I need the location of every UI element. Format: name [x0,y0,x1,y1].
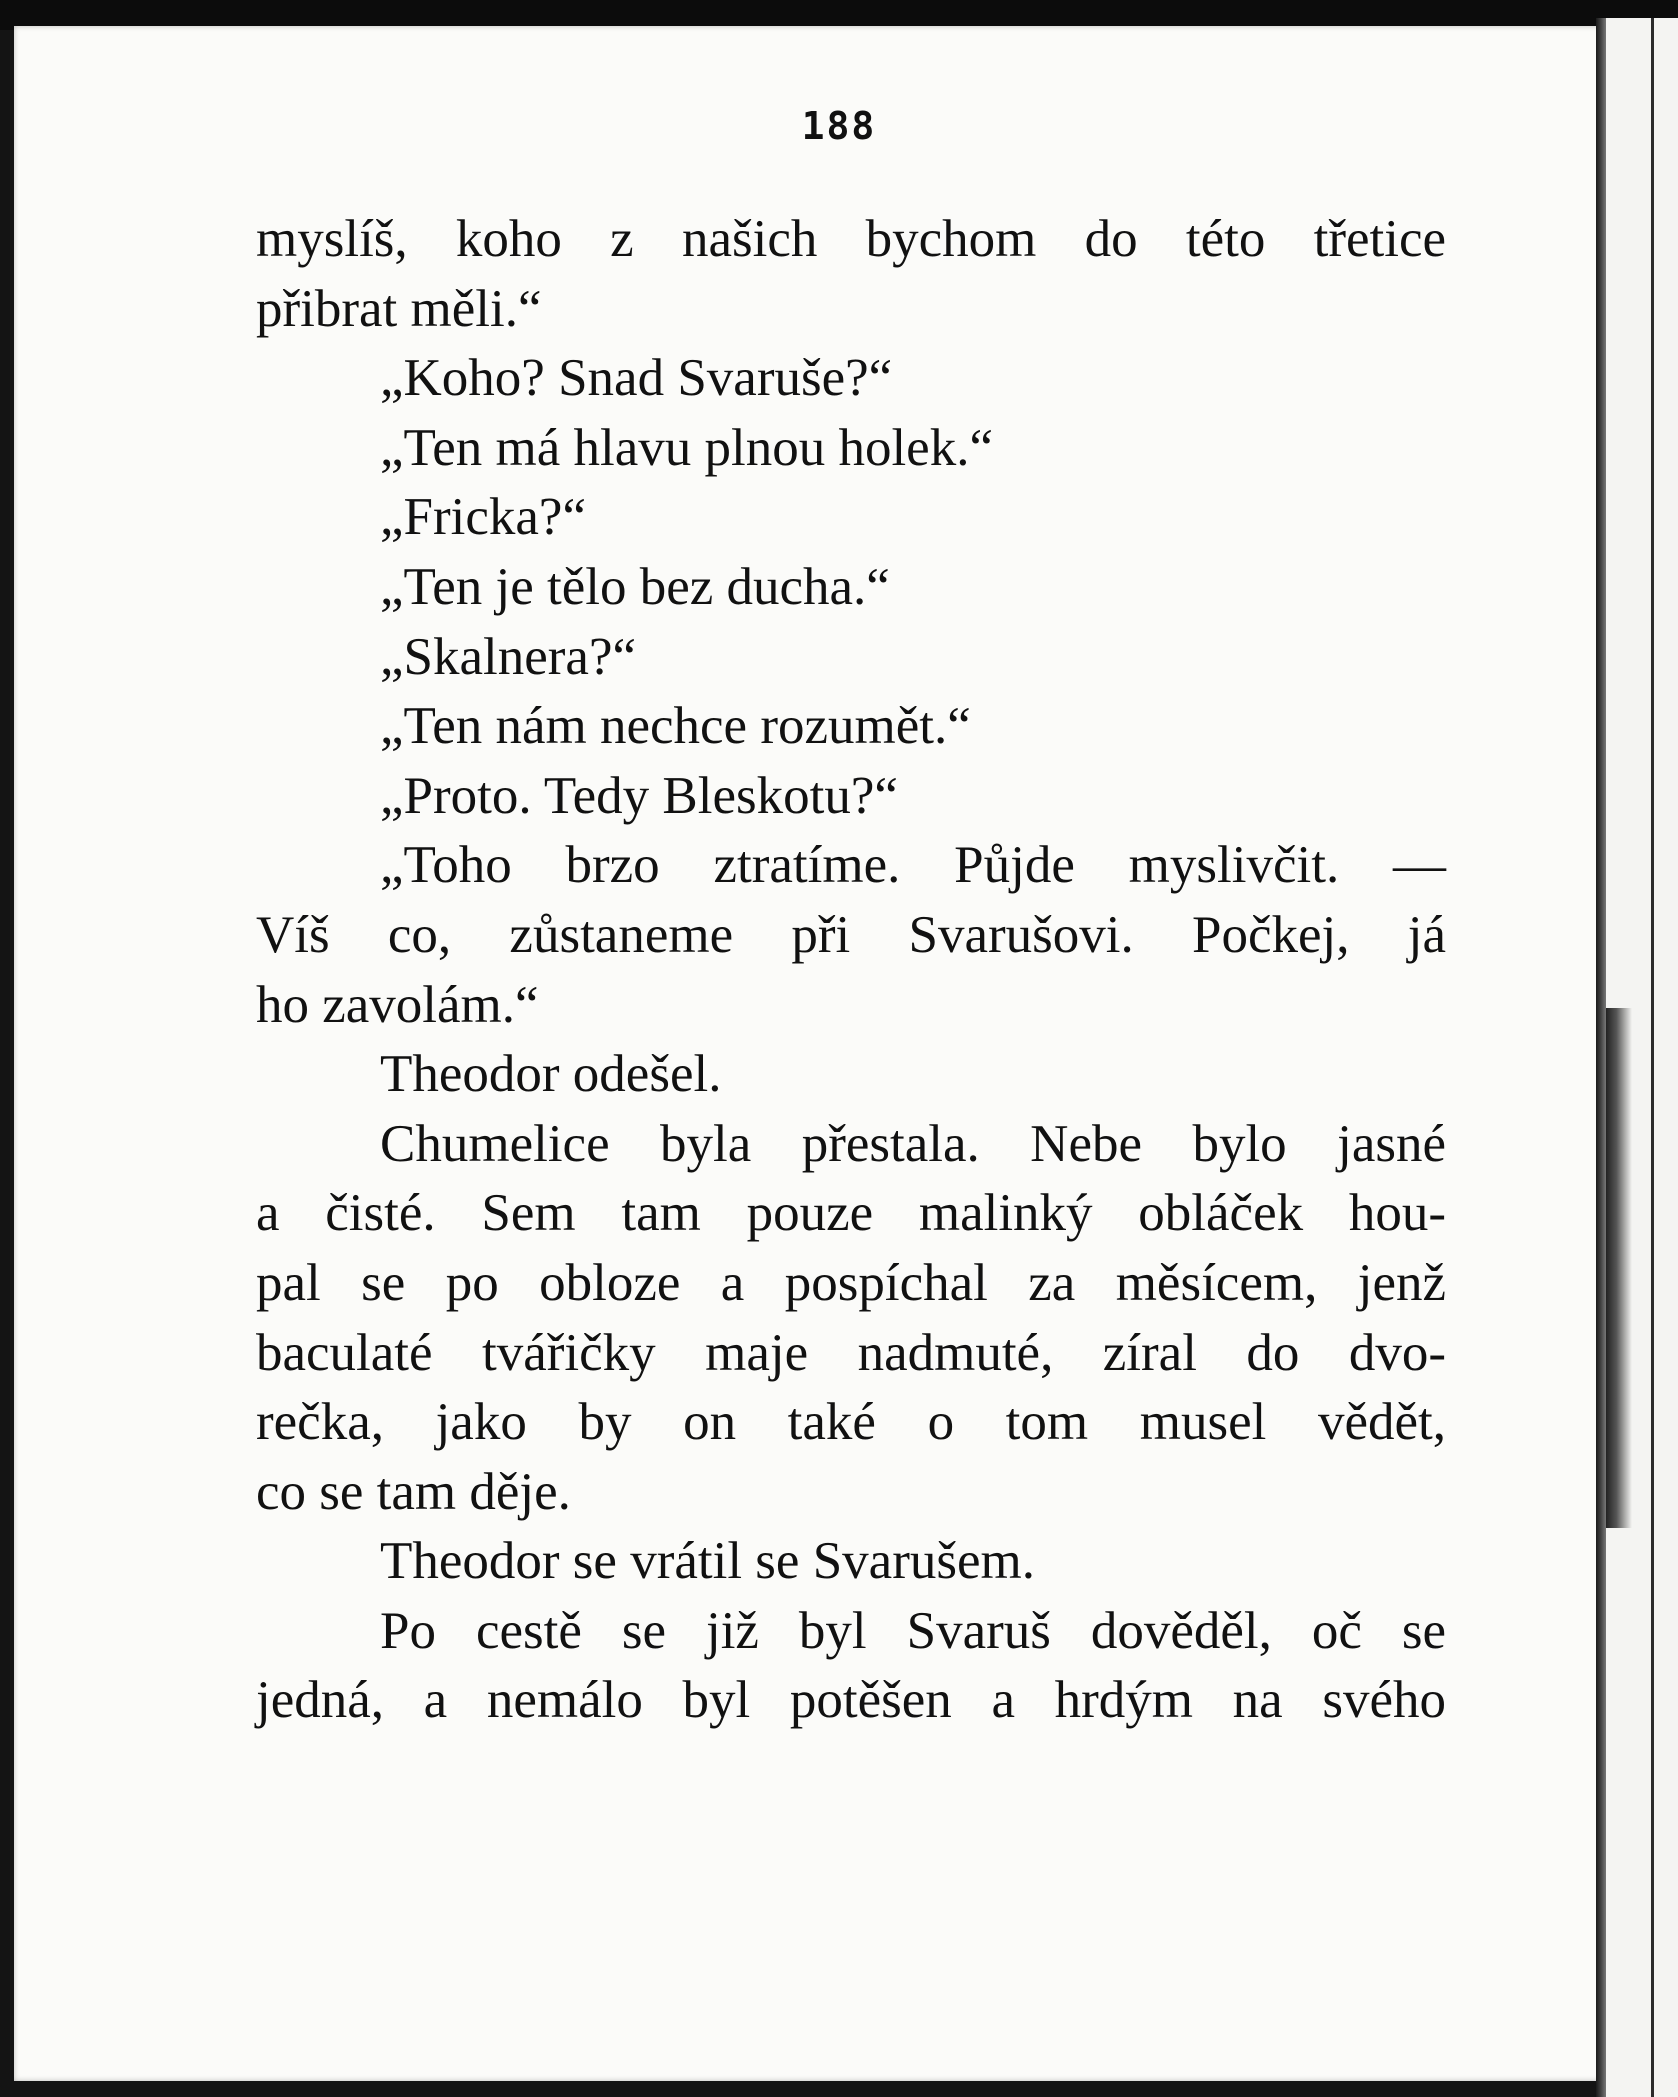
gutter-shadow [1606,1008,1632,1528]
text-line: Víš co, zůstaneme při Svarušovi. Počkej, já [256,905,1446,964]
text-line: myslíš, koho z našich bychom do této třetice [256,210,1446,268]
paragraph-line: Chumelice byla přestala. Nebe bylo jasné [380,1114,1446,1173]
paragraph-line: Po cestě se již byl Svaruš dověděl, oč se [380,1601,1446,1660]
dialogue-line: „Ten je tělo bez ducha.“ [380,557,890,616]
text-line: pal se po obloze a pospíchal za měsícem, jenž [256,1253,1446,1312]
gutter-outer-line [1651,18,1654,2097]
text-line: rečka, jako by on také o tom musel vědět, [256,1393,1446,1452]
text-line: jedná, a nemálo byl potěšen a hrdým na svého [256,1671,1446,1730]
text-line: baculaté tvářičky maje nadmuté, zíral do dvo- [256,1323,1446,1382]
page-number: 188 [801,104,877,148]
text-line: a čisté. Sem tam pouze malinký obláček hou- [256,1184,1446,1243]
dialogue-line: „Ten nám nechce rozumět.“ [380,697,971,756]
dialogue-line: „Proto. Tedy Bleskotu?“ [380,766,898,825]
dialogue-line: „Skalnera?“ [380,627,636,686]
paragraph-line: Theodor odešel. [380,1045,722,1104]
dialogue-line: „Fricka?“ [380,488,586,547]
text-line: co se tam děje. [256,1462,571,1521]
paragraph-line: Theodor se vrátil se Svarušem. [380,1532,1035,1591]
text-line: ho zavolám.“ [256,975,539,1034]
text-line: přibrat měli.“ [256,279,542,338]
dialogue-line: „Koho? Snad Svaruše?“ [380,349,893,408]
dialogue-line: „Ten má hlavu plnou holek.“ [380,418,993,477]
page-gutter [1596,18,1678,2097]
body-text [256,205,1446,1736]
dialogue-line: „Toho brzo ztratíme. Půjde myslivčit. — [380,836,1446,895]
gutter-fold-line [1596,18,1606,2097]
